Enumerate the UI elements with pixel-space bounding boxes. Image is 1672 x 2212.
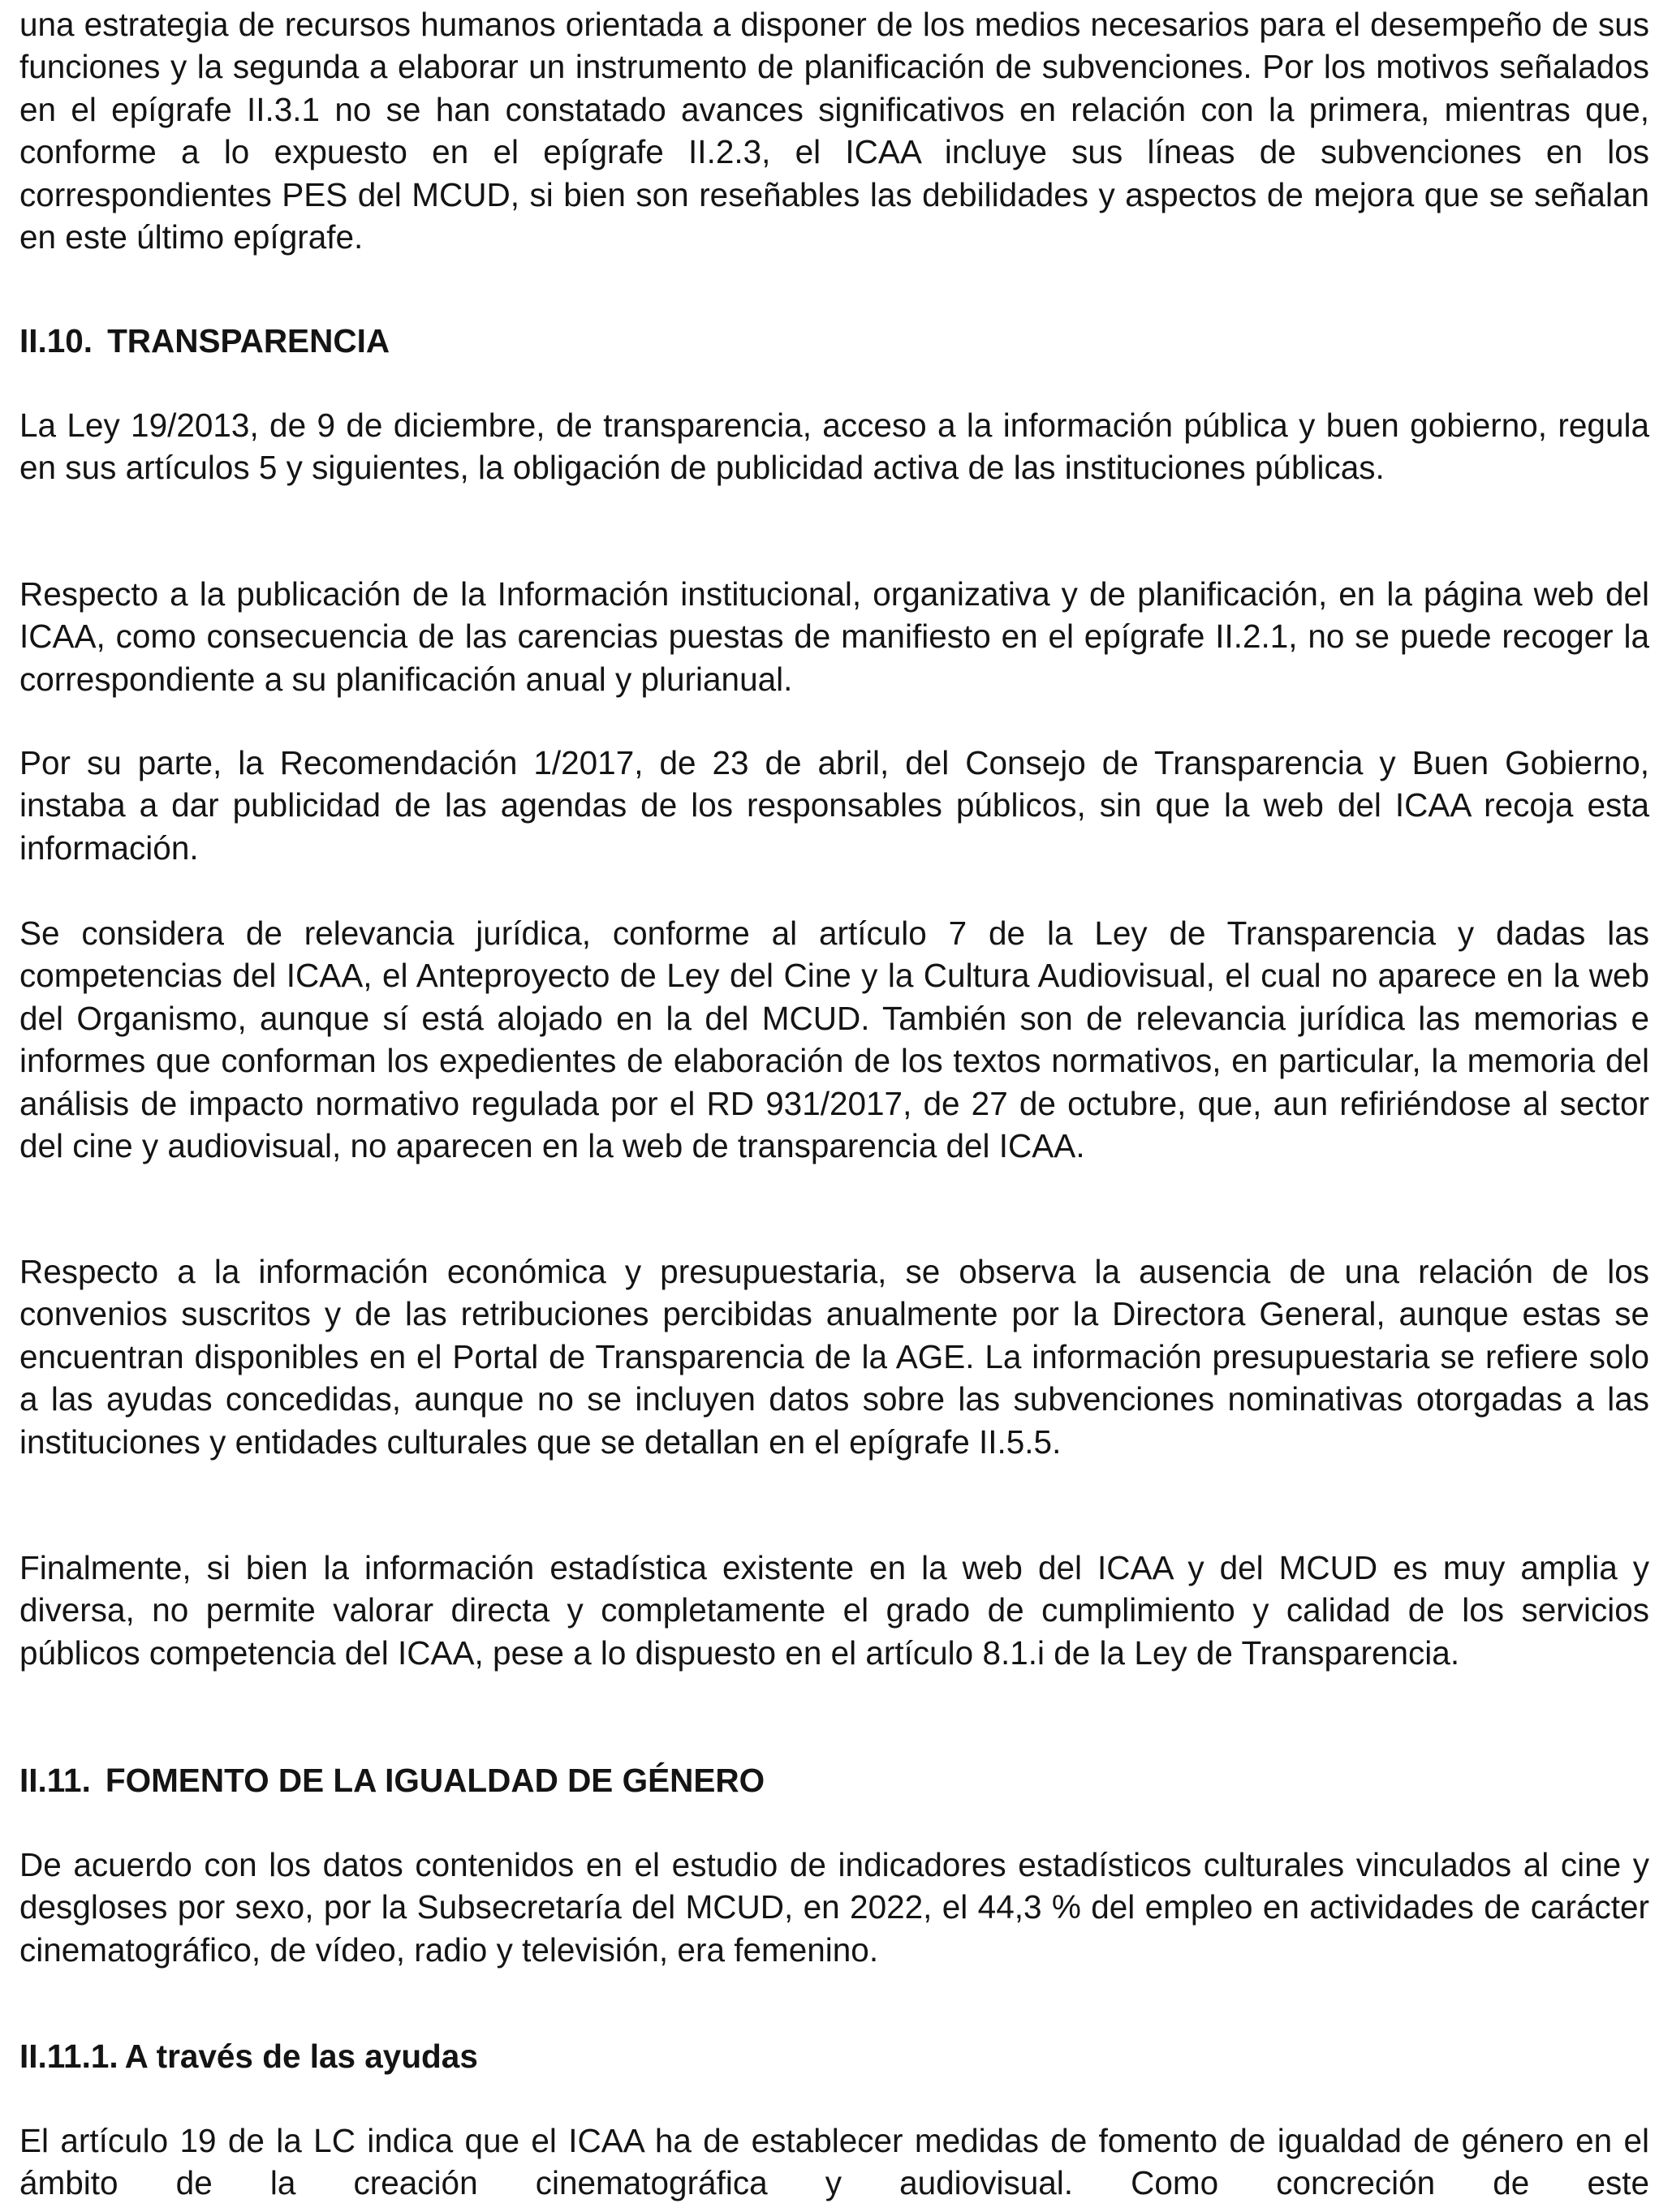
section-heading-transparencia [19, 320, 1649, 362]
transparencia-paragraph-5: Respecto a la información económica y presupuestaria, se observa la ausencia de una relación de los convenios suscritos y de las retribuciones percibidas anualmente por la Directora General, aunque estas se encuentran disponibles en el Portal de Transparencia de la AGE. La información presupuestaria se refiere solo a las ayudas concedidas, aunque no se incluyen datos sobre las subvenciones nominativas otorgadas a las instituciones y entidades culturales que se detallan en el epígrafe II.5.5. [19, 1253, 1649, 1461]
subsection-heading-ayudas [19, 2035, 1649, 2077]
transparencia-paragraph-1: La Ley 19/2013, de 9 de diciembre, de transparencia, acceso a la información pública y buen gobierno, regula en sus artículos 5 y siguientes, la obligación de publicidad activa de las instituciones públicas. [19, 407, 1649, 487]
transparencia-paragraph-6: Finalmente, si bien la información estadística existente en la web del ICAA y del MCUD es muy amplia y diversa, no permite valorar directa y completamente el grado de cumplimiento y calidad de los servicios públicos competencia del ICAA, pese a lo dispuesto en el artículo 8.1.i de la Ley de Transparencia. [19, 1549, 1649, 1672]
section-number: II.11. [19, 1762, 91, 1799]
ayudas-paragraph-1: El artículo 19 de la LC indica que el ICAA ha de establecer medidas de fomento de igualdad de género en el ámbito de la creación cinematográfica y audiovisual. Como concreción de este [19, 2122, 1649, 2202]
section-heading-igualdad [19, 1759, 1649, 1801]
transparencia-paragraph-3: Por su parte, la Recomendación 1/2017, de 23 de abril, del Consejo de Transparencia y Buen Gobierno, instaba a dar publicidad de las agendas de los responsables públicos, sin que la web del ICAA recoja esta información. [19, 744, 1649, 867]
transparencia-paragraph-2: Respecto a la publicación de la Información institucional, organizativa y de planificación, en la página web del ICAA, como consecuencia de las carencias puestas de manifiesto en el epígrafe II.2.1, no se puede recoger la correspondiente a su planificación anual y plurianual. [19, 575, 1649, 698]
section-title: FOMENTO DE LA IGUALDAD DE GÉNERO [105, 1762, 765, 1799]
igualdad-paragraph-1: De acuerdo con los datos contenidos en el estudio de indicadores estadísticos culturales vinculados al cine y desgloses por sexo, por la Subsecretaría del MCUD, en 2022, el 44,3 % del empleo en actividades de carácter cinematográfico, de vídeo, radio y televisión, era femenino. [19, 1846, 1649, 1969]
section-number: II.10. [19, 322, 93, 359]
section-title: TRANSPARENCIA [107, 322, 390, 359]
subsection-number: II.11.1. [19, 2038, 119, 2075]
subsection-title: A través de las ayudas [124, 2038, 478, 2075]
intro-paragraph: una estrategia de recursos humanos orientada a disponer de los medios necesarios para el desempeño de sus funciones y la segunda a elaborar un instrumento de planificación de subvenciones. Por los motivos señalados en el epígrafe II.3.1 no se han constatado avances significativos en relación con la primera, mientras que, conforme a lo expuesto en el epígrafe II.2.3, el ICAA incluye sus líneas de subvenciones en los correspondientes PES del MCUD, si bien son reseñables las debilidades y aspectos de mejora que se señalan en este último epígrafe. [19, 6, 1649, 256]
transparencia-paragraph-4: Se considera de relevancia jurídica, conforme al artículo 7 de la Ley de Transparencia y dadas las competencias del ICAA, el Anteproyecto de Ley del Cine y la Cultura Audiovisual, el cual no aparece en la web del Organismo, aunque sí está alojado en la del MCUD. También son de relevancia jurídica las memorias e informes que conforman los expedientes de elaboración de los textos normativos, en particular, la memoria del análisis de impacto normativo regulada por el RD 931/2017, de 27 de octubre, que, aun refiriéndose al sector del cine y audiovisual, no aparecen en la web de transparencia del ICAA. [19, 914, 1649, 1165]
